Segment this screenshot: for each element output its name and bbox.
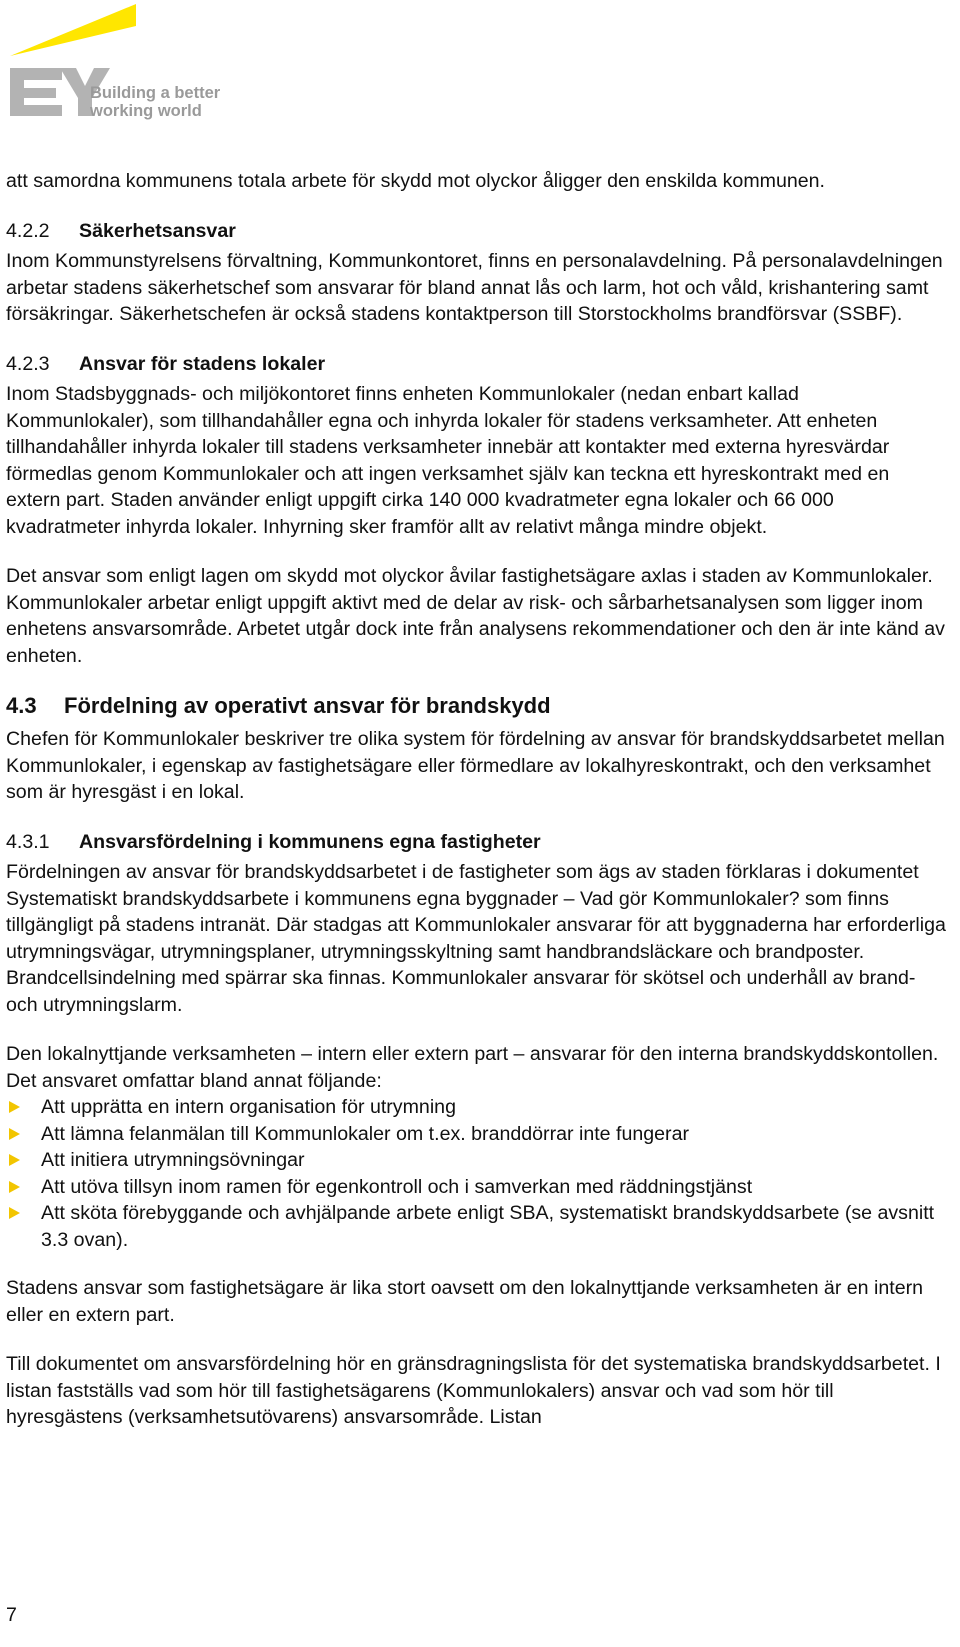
list-item-text: Att sköta förebyggande och avhjälpande arbete enligt SBA, systematiskt brandskyddsarbete (se avsnitt 3.3 ovan). [41, 1202, 935, 1251]
heading-title: Fördelning av operativt ansvar för brandskydd [64, 693, 551, 718]
paragraph-4-3-1-b: Den lokalnyttjande verksamheten – intern eller extern part – ansvarar för den interna brandskyddskontollen. Det ansvaret omfattar bland annat följande: [6, 1043, 939, 1092]
bullet-triangle-icon [9, 1181, 20, 1193]
bullet-triangle-icon [9, 1207, 20, 1219]
paragraph-4-3-1-a: Fördelningen av ansvar för brandskyddsarbetet i de fastigheter som ägs av staden förklaras i dokumentet Systematiskt brandskyddsarbete i kommunens egna byggnader – Vad gör Kommunlokaler? som finns tillgängligt på stadens intranät. Där stadgas att Kommunlokaler ansvarar för att byggnaderna har erforderliga utrymningsvägar, utrymningsplaner, utrymningsskyltning samt handbrandsläckare och brandposter. Brandcellsindelning med spärrar ska finnas. Kommunlokaler ansvarar för skötsel och underhåll av brand- och utrymningslarm. [6, 861, 946, 1016]
heading-title: Ansvarsfördelning i kommunens egna fastigheter [79, 830, 541, 853]
paragraph-4-2-3-b: Det ansvar som enligt lagen om skydd mot olyckor åvilar fastighetsägare axlas i staden av Kommunlokaler. Kommunlokaler arbetar enligt uppgift aktivt med de delar av risk- och sårbarhetsanalysen som ligger inom enhetens ansvarsområde. Arbetet utgår dock inte från analysens rekommendationer och den är inte känd av enheten. [6, 565, 945, 667]
list-item [6, 1121, 946, 1148]
paragraph-4-3-1-d: Till dokumentet om ansvarsfördelning hör en gränsdragningslista för det systematiska brandskyddsarbetet. I listan fastställs vad som hör till fastighetsägarens (Kommunlokalers) ansvar och vad som hör till hyresgästens (verksamhetsutövarens) ansvarsområde. Listan [6, 1353, 941, 1428]
list-item [6, 1094, 946, 1121]
bullet-triangle-icon [9, 1101, 20, 1113]
intro-paragraph: att samordna kommunens totala arbete för skydd mot olyckor åligger den enskilda kommunen. [6, 170, 825, 192]
paragraph-4-2-2: Inom Kommunstyrelsens förvaltning, Kommunkontoret, finns en personalavdelning. På personalavdelningen arbetar stadens säkerhetschef som ansvarar för bland annat lås och larm, hot och våld, krishantering samt försäkringar. Säkerhetschefen är också stadens kontaktperson till Storstockholms brandförsvar (SSBF). [6, 250, 943, 325]
heading-number: 4.2.3 [6, 352, 50, 375]
paragraph-4-2-3-a: Inom Stadsbyggnads- och miljökontoret finns enheten Kommunlokaler (nedan enbart kallad Kommunlokaler), som tillhandahåller egna och inhyrda lokaler för stadens verksamheter. Att enheten tillhandahåller inhyrda lokaler till stadens verksamheter innebär att kontakter med externa hyresvärdar förmedlas genom Kommunlokaler och att ingen verksamhet själv kan teckna ett hyreskontrakt med en extern part. Staden använder enligt uppgift cirka 140 000 kvadratmeter egna lokaler och 66 000 kvadratmeter inhyrda lokaler. Inhyrning sker framför allt av relativt många mindre objekt. [6, 383, 890, 538]
list-item [6, 1174, 946, 1201]
heading-4-3-1 [6, 829, 946, 856]
heading-4-3 [6, 692, 946, 720]
heading-title: Säkerhetsansvar [79, 219, 236, 242]
heading-number: 4.3 [6, 693, 37, 718]
heading-number: 4.2.2 [6, 219, 50, 242]
document-body [6, 168, 946, 1454]
list-item [6, 1147, 946, 1174]
list-item-text: Att utöva tillsyn inom ramen för egenkontroll och i samverkan med räddningstjänst [41, 1175, 753, 1198]
ey-logo-mark [6, 4, 246, 122]
list-item [6, 1200, 946, 1253]
list-item-text: Att initiera utrymningsövningar [41, 1149, 305, 1171]
paragraph-4-3-1-c: Stadens ansvar som fastighetsägare är lika stort oavsett om den lokalnyttjande verksamheten är en intern eller en extern part. [6, 1277, 924, 1326]
list-item-text: Att lämna felanmälan till Kommunlokaler om t.ex. branddörrar inte fungerar [41, 1122, 689, 1145]
heading-number: 4.3.1 [6, 830, 50, 853]
ey-tagline-line1: Building a better [90, 84, 221, 102]
bullet-triangle-icon [9, 1154, 20, 1166]
ey-logo [6, 4, 246, 122]
responsibility-list [6, 1094, 946, 1253]
heading-4-2-2 [6, 218, 946, 245]
heading-title: Ansvar för stadens lokaler [79, 352, 326, 375]
list-item-text: Att upprätta en intern organisation för utrymning [41, 1096, 456, 1118]
page-number: 7 [6, 1604, 17, 1626]
paragraph-4-3: Chefen för Kommunlokaler beskriver tre olika system för fördelning av ansvar för brandskyddsarbetet mellan Kommunlokaler, i egenskap av fastighetsägare eller förmedlare av lokalhyreskontrakt, och den verksamhet som är hyresgäst i en lokal. [6, 728, 945, 803]
bullet-triangle-icon [9, 1128, 20, 1140]
ey-tagline-line2: working world [90, 102, 202, 120]
heading-4-2-3 [6, 351, 946, 378]
